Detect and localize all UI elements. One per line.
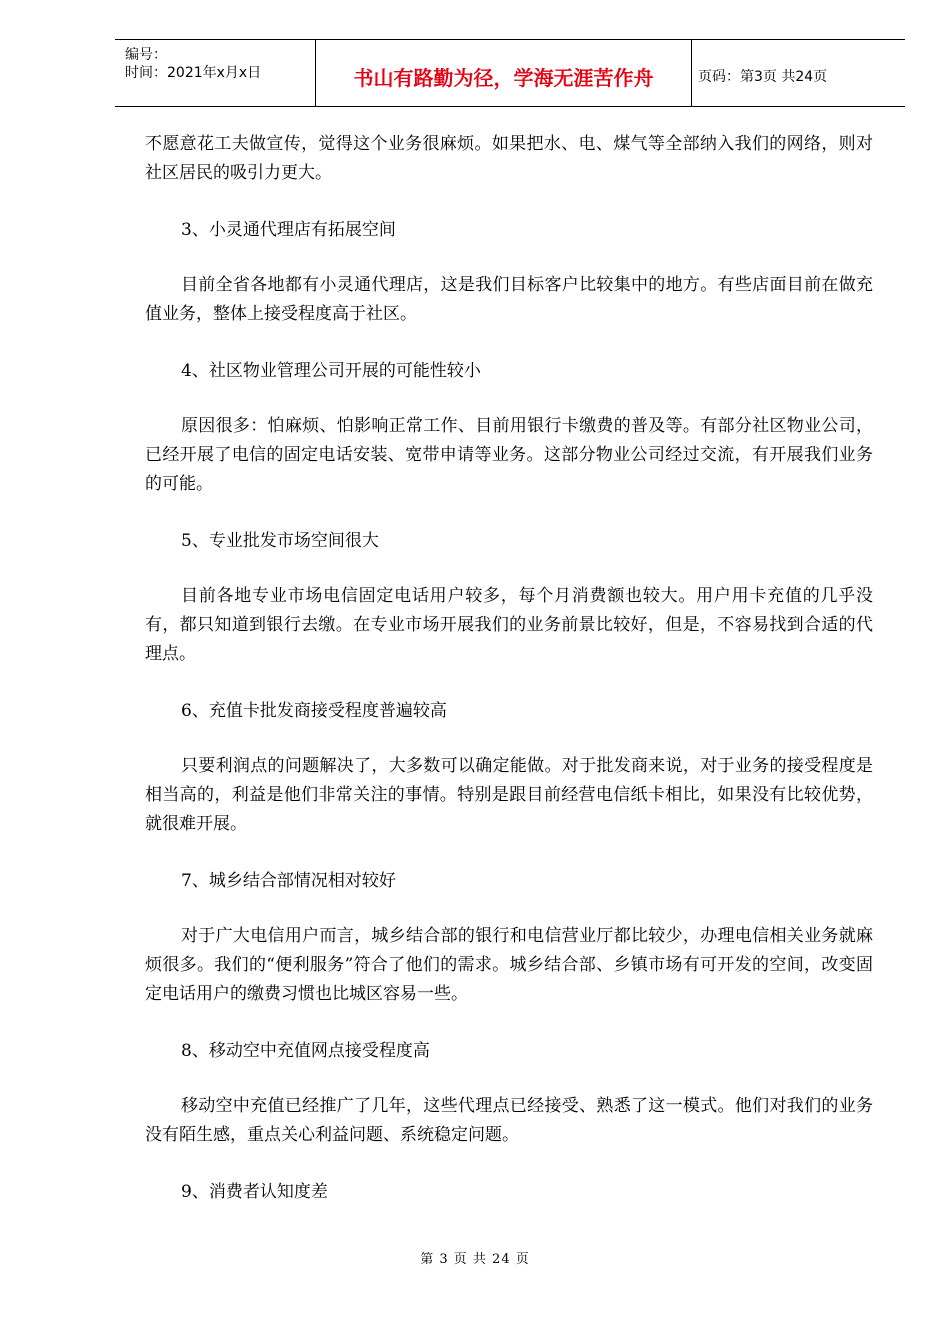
- header-page-cell: [690, 40, 905, 106]
- document-header: [115, 39, 905, 107]
- section-heading-5: 5、专业批发市场空间很大: [181, 531, 379, 551]
- section-heading-8: 8、移动空中充值网点接受程度高: [181, 1041, 430, 1061]
- section-heading-6: 6、充值卡批发商接受程度普遍较高: [181, 701, 447, 721]
- header-motto-cell: [315, 40, 692, 106]
- document-date-label: 时间：2021年x月x日: [125, 65, 262, 81]
- paragraph-5: 目前各地专业市场电信固定电话用户较多，每个月消费额也较大。用户用卡充值的几乎没有，都只知道到银行去缴。在专业市场开展我们的业务前景比较好，但是，不容易找到合适的代理点。: [145, 586, 873, 664]
- header-page-info: 页码：第3页 共24页: [698, 69, 828, 85]
- section-heading-9: 9、消费者认知度差: [181, 1182, 328, 1202]
- document-number-label: 编号：: [125, 47, 167, 63]
- paragraph-7: 对于广大电信用户而言，城乡结合部的银行和电信营业厅都比较少，办理电信相关业务就麻烦很多。我们的“便利服务”符合了他们的需求。城乡结合部、乡镇市场有可开发的空间，改变固定电话用户的缴费习惯也比城区容易一些。: [145, 926, 873, 1004]
- paragraph-6: 只要利润点的问题解决了，大多数可以确定能做。对于批发商来说，对于业务的接受程度是相当高的，利益是他们非常关注的事情。特别是跟目前经营电信纸卡相比，如果没有比较优势，就很难开展。: [145, 756, 873, 834]
- page-footer: 第 3 页 共 24 页: [420, 1252, 530, 1267]
- header-motto: 书山有路勤为径，学海无涯苦作舟: [353, 66, 654, 90]
- paragraph-continued: 不愿意花工夫做宣传，觉得这个业务很麻烦。如果把水、电、煤气等全部纳入我们的网络，则对社区居民的吸引力更大。: [145, 134, 873, 183]
- document-body: [145, 130, 873, 1233]
- paragraph-4: 原因很多：怕麻烦、怕影响正常工作、目前用银行卡缴费的普及等。有部分社区物业公司，已经开展了电信的固定电话安装、宽带申请等业务。这部分物业公司经过交流，有开展我们业务的可能。: [145, 416, 873, 494]
- section-heading-7: 7、城乡结合部情况相对较好: [181, 871, 396, 891]
- paragraph-8: 移动空中充值已经推广了几年，这些代理点已经接受、熟悉了这一模式。他们对我们的业务没有陌生感，重点关心利益问题、系统稳定问题。: [145, 1096, 873, 1145]
- section-heading-3: 3、小灵通代理店有拓展空间: [181, 220, 396, 240]
- header-meta-cell: [115, 40, 315, 106]
- paragraph-3: 目前全省各地都有小灵通代理店，这是我们目标客户比较集中的地方。有些店面目前在做充值业务，整体上接受程度高于社区。: [145, 275, 873, 324]
- section-heading-4: 4、社区物业管理公司开展的可能性较小: [181, 361, 481, 381]
